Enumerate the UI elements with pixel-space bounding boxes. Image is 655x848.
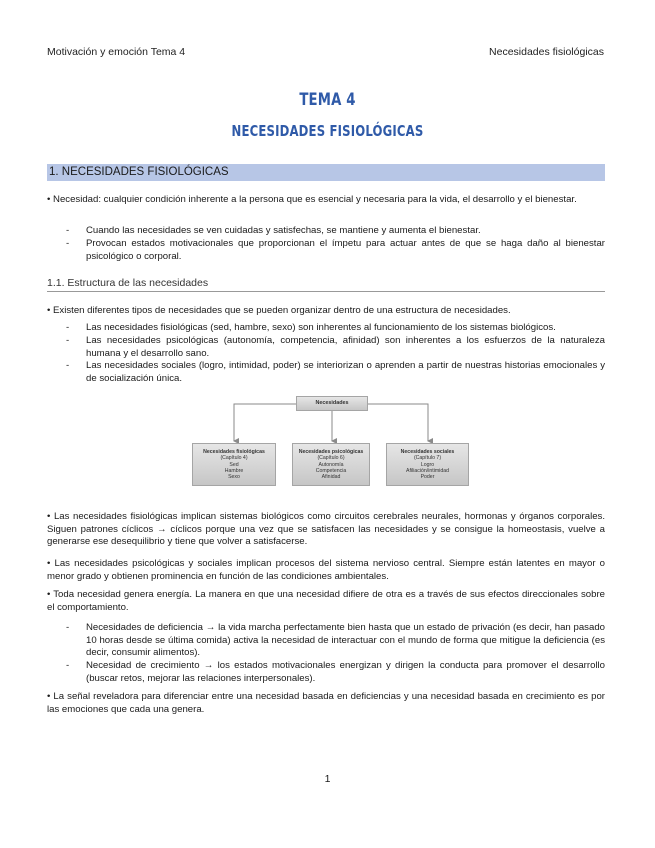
signal-paragraph: • La señal reveladora para diferenciar entre una necesidad basada en deficiencias y una necesidad basada en crecimiento es por las emociones que cada una genera. — [47, 691, 605, 715]
diagram-psychological-box — [292, 443, 370, 486]
section-heading: 1. NECESIDADES FISIOLÓGICAS — [47, 164, 605, 181]
box-item: Autonomía — [318, 461, 344, 468]
header-left: Motivación y emoción Tema 4 — [47, 46, 186, 58]
diagram-social-box — [386, 443, 469, 486]
box-item: Afiliación/intimidad — [406, 467, 449, 474]
definition-point-2: - Provocan estados motivacionales que proporcionan el ímpetu para actuar antes de que se haga daño al bienestar psicológico o corporal. — [66, 238, 605, 263]
box-item: Competencia — [315, 467, 347, 474]
deficiency-point: - Necesidades de deficiencia → la vida marcha perfectamente bien hasta que un estado de privación (es decir, han pasado 10 horas desde se última comida) activa la necesidad de interactuar con el mundo de forma que mitigue la deficiencia (es decir, consumir alimentos). — [66, 622, 605, 660]
structure-point-2: - Las necesidades psicológicas (autonomía, competencia, afinidad) son inherentes a los esfuerzos de la naturaleza humana y el desarrollo sano. — [66, 335, 605, 360]
box-item: Sexo — [228, 474, 240, 481]
document-subtitle: NECESIDADES FISIOLÓGICAS — [231, 122, 424, 140]
structure-intro: • Existen diferentes tipos de necesidades que se pueden organizar dentro de una estructura de necesidades. — [47, 305, 511, 316]
structure-point-1: - Las necesidades fisiológicas (sed, hambre, sexo) son inherentes al funcionamiento de los sistemas biológicos. — [66, 322, 605, 335]
diagram-root-box — [296, 396, 368, 411]
physiological-paragraph: • Las necesidades fisiológicas implican sistemas biológicos como circuitos cerebrales neurales, hormonas y órganos corporales. Siguen patrones cíclicos → cíclicos porque una vez que se satisfacen las necesidades y se consigue la homeostasis, vuelve a generarse ese desequilibrio y tiene que volver a satisfacerse. — [47, 511, 605, 548]
diagram-physiological-box — [192, 443, 276, 486]
box-title: Necesidades fisiológicas — [203, 449, 265, 455]
box-title: Necesidades sociales — [400, 449, 455, 455]
box-item: Poder — [420, 474, 435, 481]
diagram-root-label: Necesidades — [315, 400, 349, 406]
structure-point-3: - Las necesidades sociales (logro, intimidad, poder) se interiorizan o aprenden a partir de nuestras historias emocionales y de socialización única. — [66, 360, 605, 385]
subsection-heading: 1.1. Estructura de las necesidades — [47, 277, 605, 292]
box-item: Logro — [420, 461, 435, 468]
box-chapter: (Capítulo 4) — [220, 455, 248, 462]
box-chapter: (Capítulo 6) — [317, 455, 345, 462]
box-chapter: (Capítulo 7) — [413, 455, 442, 462]
box-title: Necesidades psicológicas — [298, 449, 364, 455]
psychological-paragraph: • Las necesidades psicológicas y sociales implican procesos del sistema nervioso central. Siempre están latentes en mayor o menor grado y obtienen prominencia en función de las condiciones ambientales. — [47, 558, 605, 582]
page-number: 1 — [324, 773, 331, 785]
energy-paragraph: • Toda necesidad genera energía. La manera en que una necesidad difiere de otra es a través de sus efectos direccionales sobre el comportamiento. — [47, 589, 605, 613]
box-item: Sed — [229, 461, 239, 468]
definition-point-1: - Cuando las necesidades se ven cuidadas y satisfechas, se mantiene y aumenta el bienestar. — [66, 225, 605, 238]
growth-point: - Necesidad de crecimiento → los estados motivacionales energizan y dirigen la conducta para promover el desarrollo (buscar retos, mejorar las relaciones interpersonales). — [66, 660, 605, 685]
box-item: Afinidad — [321, 474, 341, 481]
document-title: TEMA 4 — [299, 90, 356, 110]
needs-structure-diagram — [190, 393, 471, 488]
definition-paragraph: • Necesidad: cualquier condición inherente a la persona que es esencial y necesaria para la vida, el desarrollo y el bienestar. — [47, 194, 577, 205]
box-item: Hambre — [224, 467, 244, 474]
header-right: Necesidades fisiológicas — [489, 46, 604, 58]
